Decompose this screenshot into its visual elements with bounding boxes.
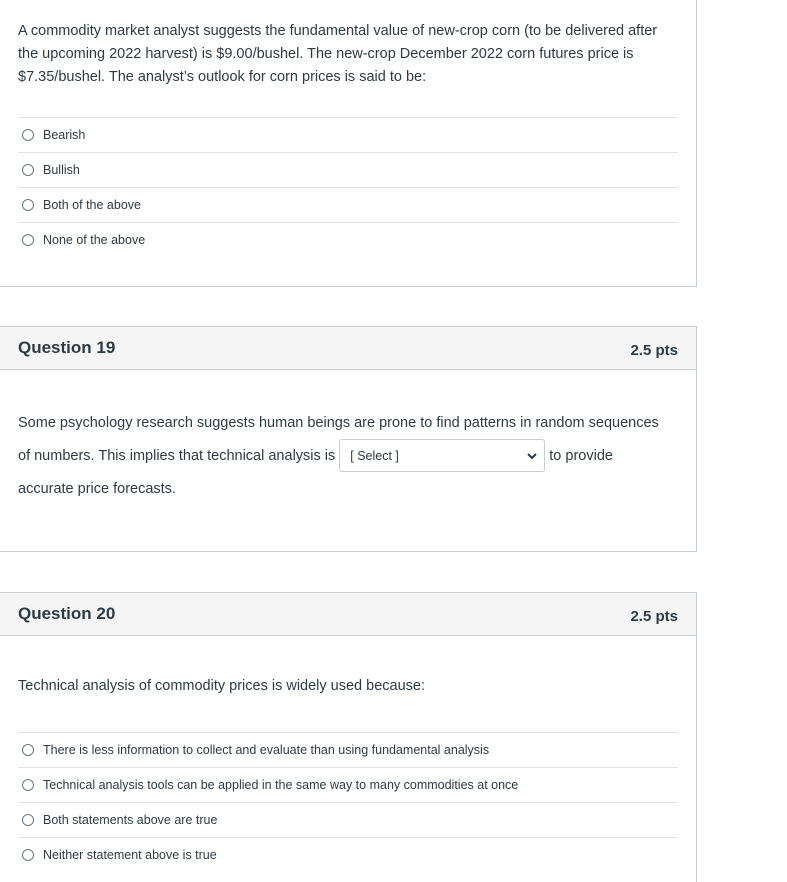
- question-text-line: accurate price forecasts.: [18, 480, 176, 497]
- question-text-after-select: to provide: [549, 447, 613, 464]
- answer-label: Both statements above are true: [43, 813, 218, 827]
- answer-label: Neither statement above is true: [43, 848, 217, 862]
- question-20-answers: [18, 732, 678, 872]
- question-points: 2.5 pts: [630, 607, 678, 625]
- radio-button[interactable]: [22, 199, 34, 211]
- chevron-down-icon: [526, 450, 538, 462]
- radio-button[interactable]: [22, 744, 34, 756]
- radio-button[interactable]: [22, 814, 34, 826]
- question-19-card: [0, 326, 697, 552]
- answer-option[interactable]: [18, 767, 678, 802]
- answer-option[interactable]: [18, 732, 678, 767]
- radio-button[interactable]: [22, 779, 34, 791]
- radio-button[interactable]: [22, 164, 34, 176]
- answer-option[interactable]: [18, 222, 678, 257]
- question-18-answers: [18, 117, 678, 257]
- answer-option[interactable]: [18, 187, 678, 222]
- question-18-text: A commodity market analyst suggests the fundamental value of new-crop corn (to be delivered after the upcoming 2022 harvest) is $9.00/bushel. The new-crop December 2022 corn futures price is $7.35/bushel. The analyst’s outlook for corn prices is said to be:: [18, 23, 658, 85]
- answer-label: There is less information to collect and evaluate than using fundamental analysis: [43, 743, 490, 757]
- question-title: Question 19: [18, 338, 116, 357]
- answer-label: Both of the above: [43, 198, 141, 212]
- question-points: 2.5 pts: [630, 341, 678, 359]
- question-19-body: [0, 370, 696, 505]
- answer-option[interactable]: [18, 152, 678, 187]
- dropdown-value: [ Select ]: [350, 448, 399, 463]
- question-text-line: Some psychology research suggests human beings are prone to find patterns in random sequences: [18, 414, 659, 431]
- answer-label: Bearish: [43, 128, 86, 142]
- answer-option[interactable]: [18, 802, 678, 837]
- question-title: Question 20: [18, 604, 116, 623]
- answer-option[interactable]: [18, 117, 678, 152]
- answer-label: None of the above: [43, 233, 146, 247]
- answer-option[interactable]: [18, 837, 678, 872]
- question-18-card: [0, 0, 697, 287]
- question-text-before-select: of numbers. This implies that technical analysis is: [18, 447, 336, 464]
- answer-dropdown[interactable]: [339, 439, 545, 472]
- radio-button[interactable]: [22, 234, 34, 246]
- question-20-text: Technical analysis of commodity prices is widely used because:: [18, 678, 425, 694]
- radio-button[interactable]: [22, 129, 34, 141]
- question-text-line: [18, 439, 678, 472]
- answer-label: Bullish: [43, 163, 80, 177]
- question-header: [0, 593, 696, 636]
- radio-button[interactable]: [22, 849, 34, 861]
- answer-label: Technical analysis tools can be applied in the same way to many commodities at once: [43, 778, 519, 792]
- question-header: [0, 327, 696, 370]
- question-20-card: [0, 592, 697, 882]
